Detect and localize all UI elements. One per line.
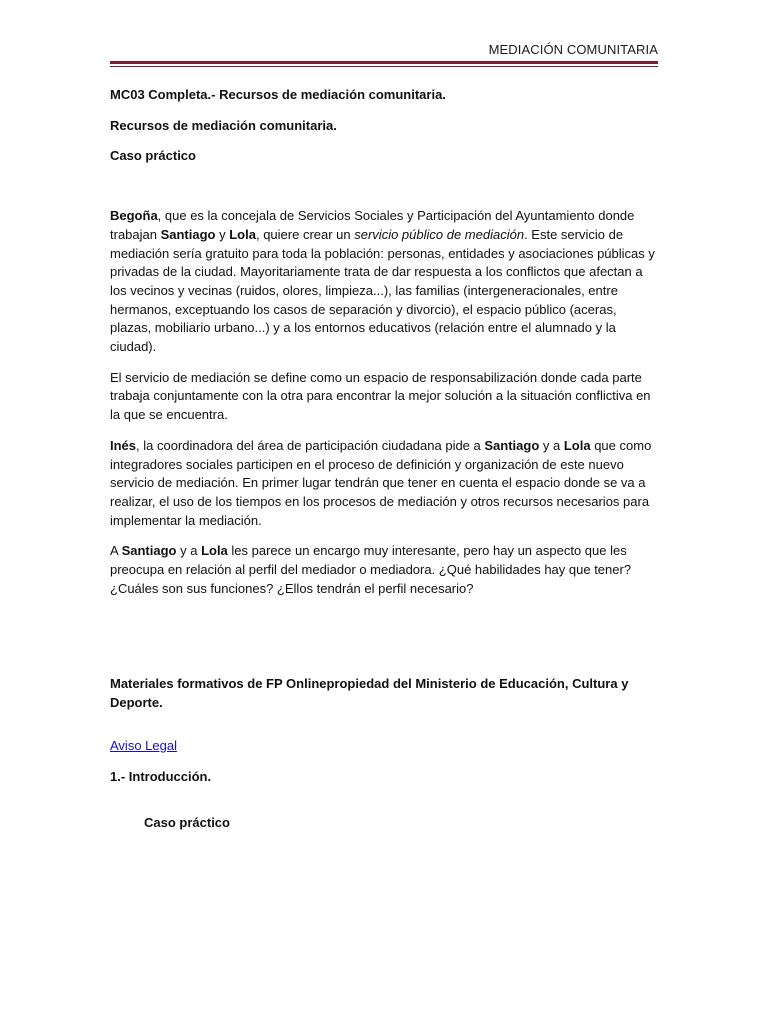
name-santiago: Santiago	[121, 543, 177, 559]
paragraph-servicio: El servicio de mediación se define como un espacio de responsabilización donde cada parte trabaja conjuntamente con la otra para encontrar la mejor solución a la situación conflictiva en la que se encuentra.	[110, 369, 651, 423]
name-lola: Lola	[229, 226, 256, 242]
paragraph-begona	[110, 207, 660, 357]
text-segment: A	[110, 543, 122, 559]
document-title: MC03 Completa.- Recursos de mediación comunitaria.	[110, 87, 446, 102]
name-begona: Begoña	[110, 208, 158, 224]
name-lola: Lola	[201, 543, 228, 559]
header-rule	[110, 61, 658, 69]
header-rule-thick	[110, 61, 658, 64]
text-segment: y a	[176, 543, 202, 559]
document-subtitle: Recursos de mediación comunitaria.	[110, 117, 337, 133]
paragraph-perfil	[110, 542, 660, 598]
text-segment: que como integradores sociales participen en el proceso de definición y organización de este nuevo servicio de mediación. En primer lugar tendrán que tener en cuenta el espacio donde se va a realizar, el uso de los tiempos en los procesos de mediación y otros recursos necesarios para implementar la mediación.	[110, 437, 652, 528]
text-segment: , que es la concejala de Servicios Sociales y Participación del Ayuntamiento donde trabajan	[110, 208, 635, 242]
legal-notice-link[interactable]: Aviso Legal	[110, 737, 177, 753]
text-segment: . Este servicio de mediación sería gratuito para toda la población: personas, entidades y asociaciones públicas y privadas de la ciudad. Mayoritariamente trata de dar respuesta a los conflictos que afectan a los vecinos y vecinas (ruidos, olores, limpieza...), las familias (intergeneracionales, entre hermanos, exceptuando los casos de separación y divorcio), el espacio público (aceras, plazas, mobiliario urbano...) y a los entornos educativos (relación entre el alumnado y la ciudad).	[110, 226, 655, 355]
name-ines: Inés	[110, 437, 137, 453]
document-body	[110, 86, 660, 833]
text-segment: y a	[539, 437, 564, 453]
text-segment: y	[215, 226, 230, 242]
name-lola: Lola	[563, 437, 591, 453]
section-heading: Caso práctico	[110, 148, 196, 164]
paragraph-ines	[110, 437, 660, 531]
header-rule-thin	[110, 66, 658, 67]
name-santiago: Santiago	[484, 437, 540, 453]
materials-credit: Materiales formativos de FP Onlinepropiedad del Ministerio de Educación, Cultura y Deporte.	[110, 676, 629, 711]
emphasis-servicio: servicio público de mediación	[354, 226, 525, 242]
intro-section-heading: Caso práctico	[144, 815, 230, 831]
running-header: MEDIACIÓN COMUNITARIA	[488, 42, 658, 57]
name-santiago: Santiago	[160, 226, 216, 242]
text-segment: les parece un encargo muy interesante, pero hay un aspecto que les preocupa en relación al perfil del mediador o mediadora. ¿Qué habilidades hay que tener? ¿Cuáles son sus funciones? ¿Ellos tendrán el perfil necesario?	[110, 543, 632, 596]
legal-link-wrap	[110, 725, 660, 756]
text-segment: , la coordinadora del área de participación ciudadana pide a	[136, 437, 485, 453]
text-segment: , quiere crear un	[255, 226, 355, 242]
intro-heading: 1.- Introducción.	[110, 768, 212, 784]
